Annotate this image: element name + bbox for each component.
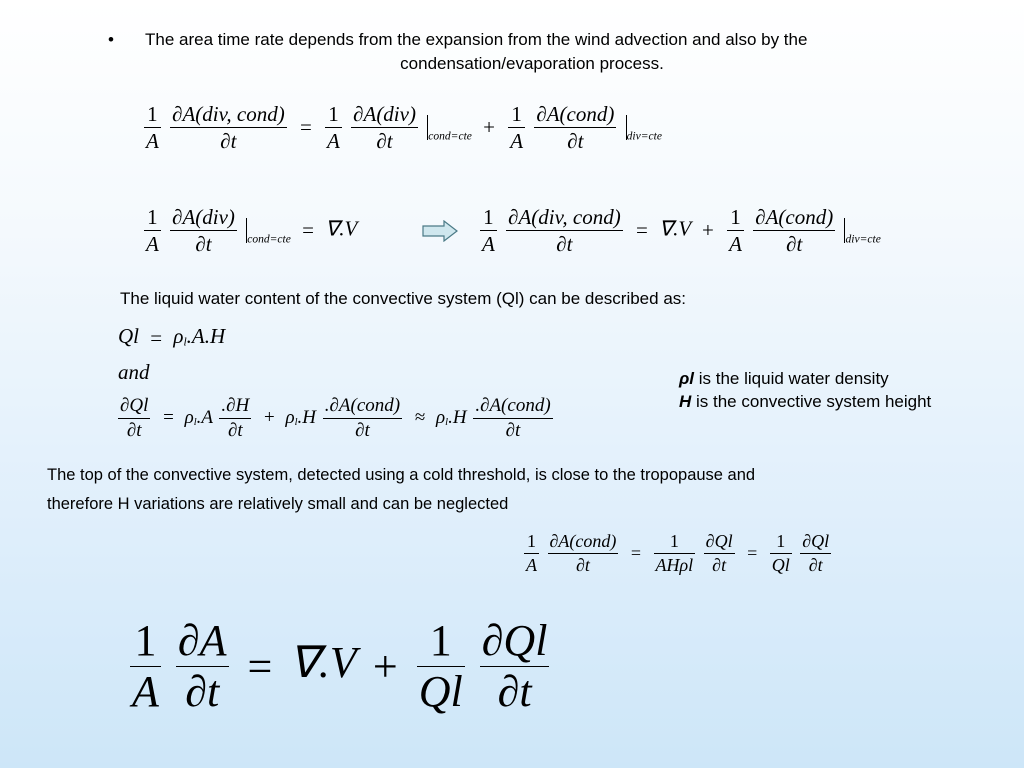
equation-divergence-term: $\frac{1}{A}$ $\frac{\text{∂A(div)}}{\partial t}$ $_{cond=cte}$ = ∇.V [146, 205, 358, 257]
right-arrow-icon [422, 220, 458, 242]
intro-text-line1: The area time rate depends from the expansion from the wind advection and also by the [145, 30, 808, 49]
h-definition [679, 389, 931, 415]
equation-liquid-water-content: $Ql = \rho_l.A.H$ [118, 324, 226, 350]
equation-final: $\frac{1}{A}$ $\frac{\partial A}{\partial t}$ = ∇.V + $\frac{1}{Ql}$ $\frac{\partial Ql}{\partial t}$ [132, 616, 548, 717]
intro-text-line2: condensation/evaporation process. [400, 54, 664, 73]
top-text-line2: therefore H variations are relatively small and can be neglected [47, 495, 509, 513]
equation-area-rate-decomposition: $\frac{1}{A}$ $\frac{\text{∂A(div, cond)}}{\partial t}$ = $\frac{1}{A}$ $\frac{\text{∂A(div)}}{\partial t}$ $_{cond=cte}$ + $\frac{1}{A}$ $\frac{\text{∂A(cond)}}{\partial t}$ $_{div=cte}$ [146, 102, 662, 154]
equation-area-rate-divergence: $\frac{1}{A}$ $\frac{\text{∂A(div, cond)}}{\partial t}$ = ∇.V + $\frac{1}{A}$ $\frac{\text{∂A(cond)}}{\partial t}$ $_{div=cte}$ [482, 205, 881, 257]
bullet: • [108, 30, 114, 49]
rho-label: ρl [679, 369, 695, 388]
rho-description: is the liquid water density [694, 369, 889, 388]
top-text-line1: The top of the convective system, detected using a cold threshold, is close to the tropopause and [47, 466, 756, 484]
h-label: H [679, 392, 692, 411]
equation-area-cond-equivalence: $\frac{1}{A}$ $\frac{\text{∂A(cond)}}{\partial t}$ = $\frac{1}{\text{AHρl}}$ $\frac{\partial Ql}{\partial t}$ = $\frac{1}{Ql}$ $\frac{\partial Ql}{\partial t}$ [526, 531, 830, 575]
h-description: is the convective system height [691, 392, 932, 411]
equation-ql-time-derivative: $\frac{\partial Ql}{\partial t}$ = $\rho_l.A$ $\frac{.\partial H}{\partial t}$ + $\rho_l.H$ $\frac{\text{.∂A(cond)}}{\partial t}$ ≈ $\rho_l.H$ $\frac{\text{.∂A(cond)}}{\partial t}$ [120, 395, 551, 441]
equation-and: and [118, 360, 150, 384]
lwc-sentence: The liquid water content of the convective system (Ql) can be described as: [120, 289, 686, 308]
